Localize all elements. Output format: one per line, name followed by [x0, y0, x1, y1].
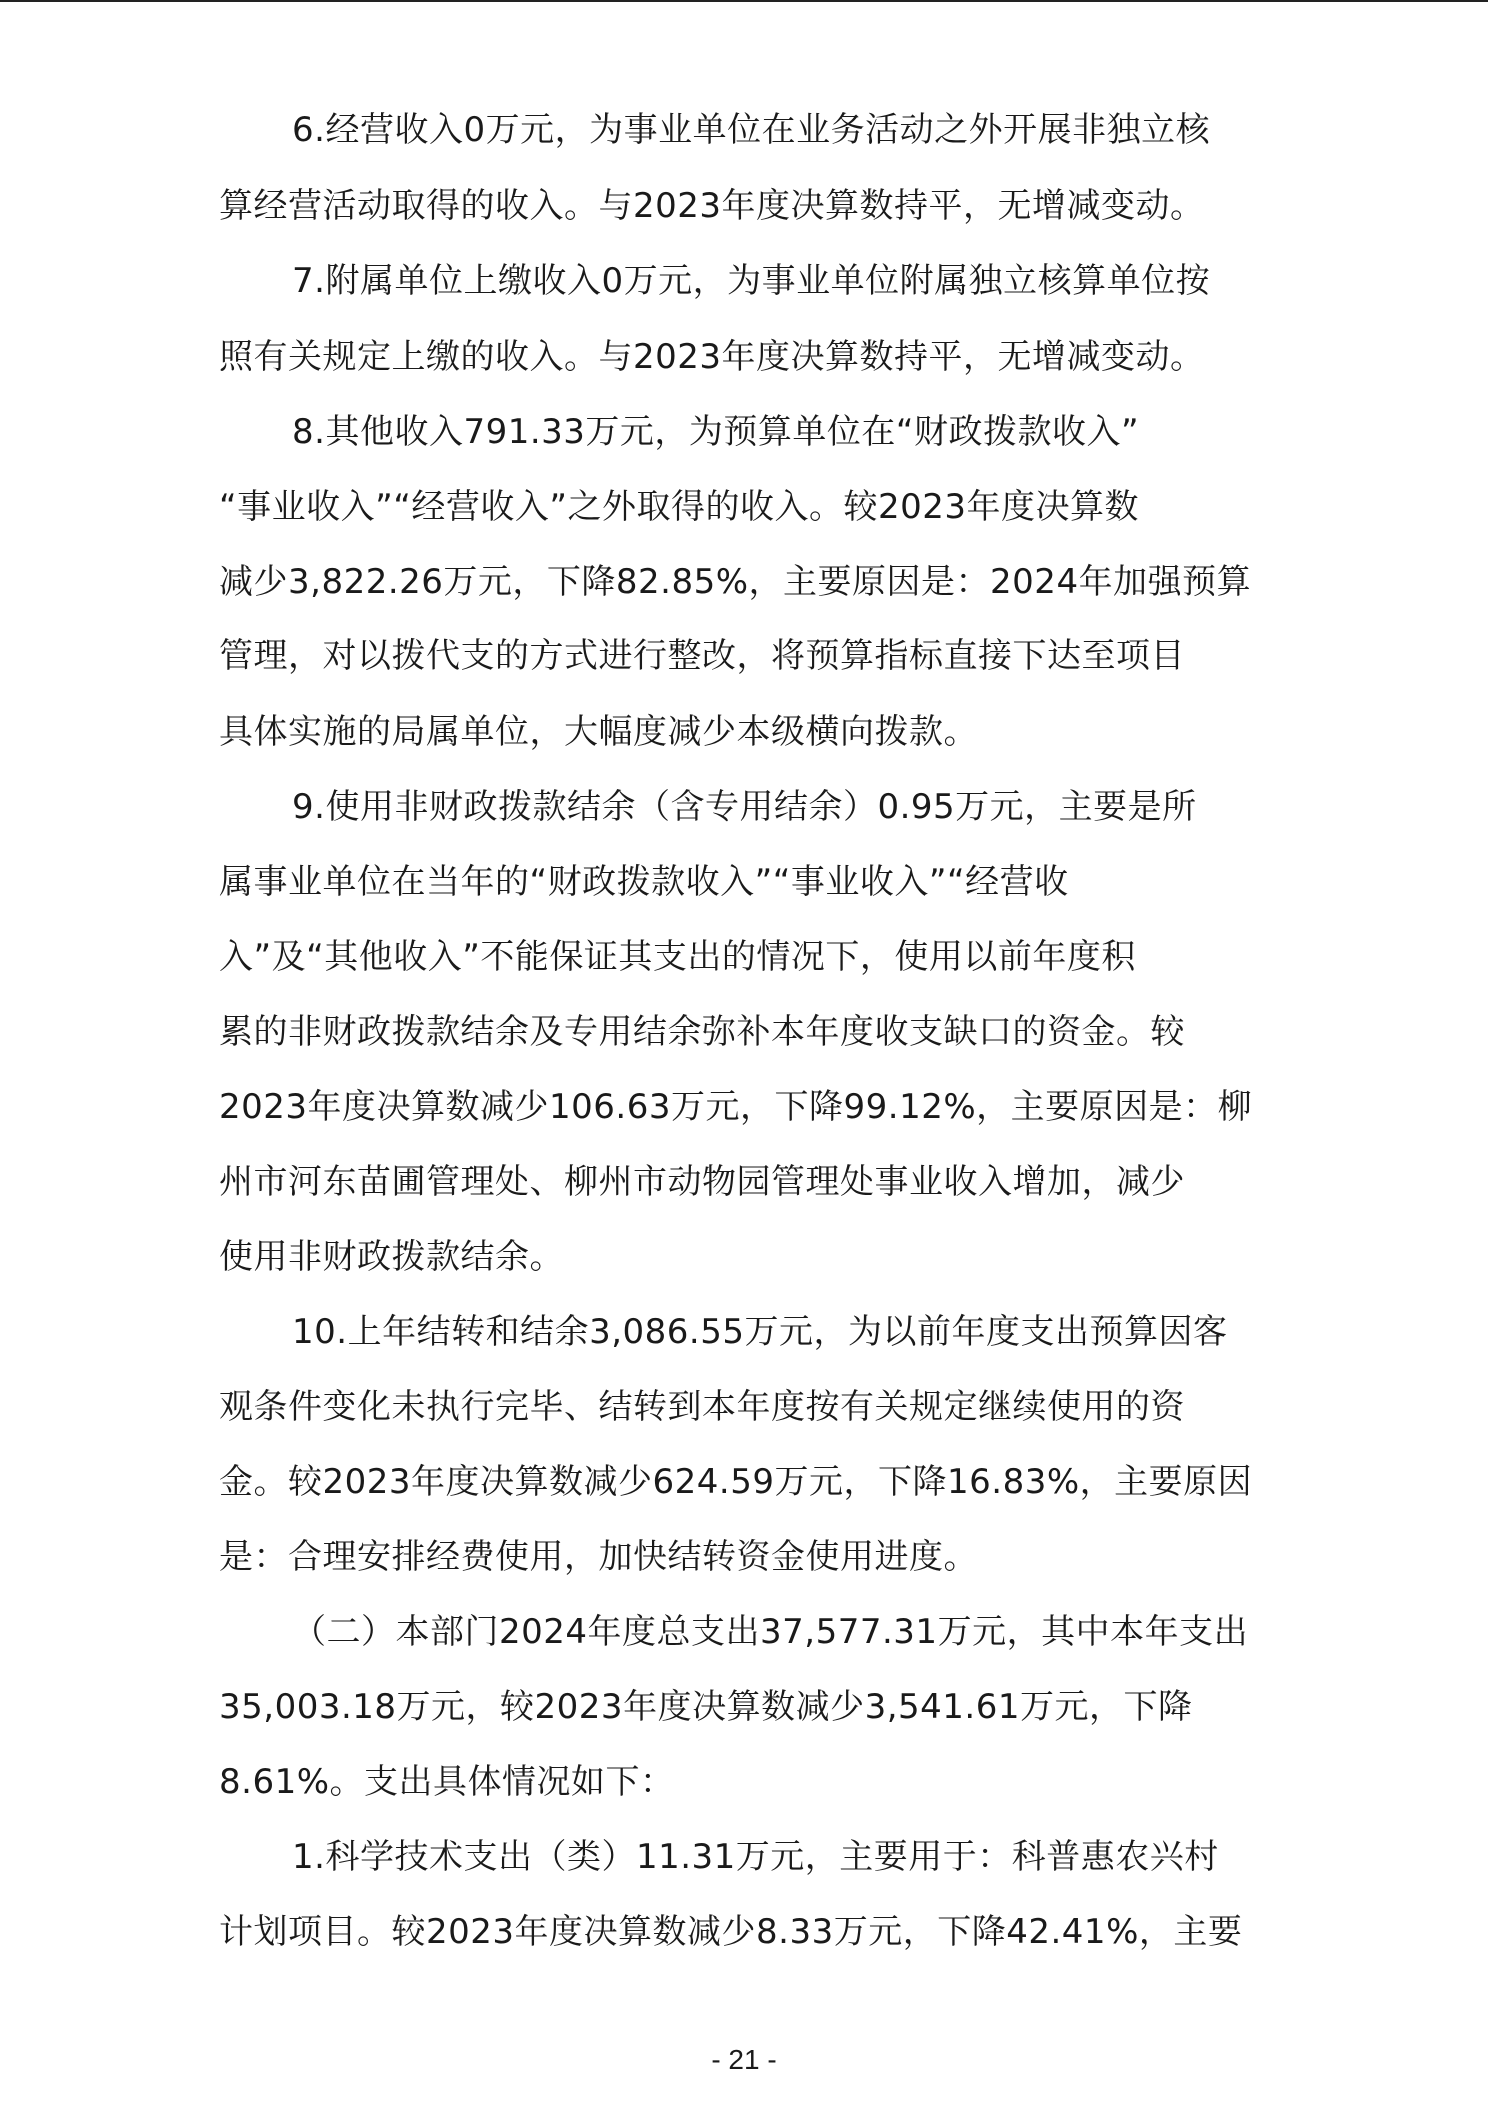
text-line: 35,003.18万元，较2023年度决算数减少3,541.61万元，下降 [219, 1687, 1193, 1727]
text-line: 具体实施的局属单位，大幅度减少本级横向拨款。 [219, 712, 978, 752]
text-line: 8.61%。支出具体情况如下： [219, 1762, 675, 1802]
text-line: 管理，对以拨代支的方式进行整改，将预算指标直接下达至项目 [219, 636, 1185, 676]
text-line: 2023年度决算数减少106.63万元，下降99.12%，主要原因是：柳 [219, 1087, 1253, 1127]
text-line: （二）本部门2024年度总支出37,577.31万元，其中本年支出 [292, 1612, 1249, 1652]
text-line: 是：合理安排经费使用，加快结转资金使用进度。 [219, 1537, 978, 1577]
text-line: “事业收入”“经营收入”之外取得的收入。较2023年度决算数 [219, 487, 1139, 527]
text-line: 使用非财政拨款结余。 [219, 1237, 564, 1277]
text-line: 6.经营收入0万元，为事业单位在业务活动之外开展非独立核 [292, 110, 1211, 150]
text-line: 属事业单位在当年的“财政拨款收入”“事业收入”“经营收 [219, 862, 1069, 902]
text-line: 入”及“其他收入”不能保证其支出的情况下，使用以前年度积 [219, 937, 1136, 977]
text-line: 9.使用非财政拨款结余（含专用结余）0.95万元，主要是所 [292, 787, 1197, 827]
text-line: 累的非财政拨款结余及专用结余弥补本年度收支缺口的资金。较 [219, 1012, 1185, 1052]
text-line: 计划项目。较2023年度决算数减少8.33万元，下降42.41%，主要 [219, 1912, 1243, 1952]
text-line: 照有关规定上缴的收入。与2023年度决算数持平，无增减变动。 [219, 337, 1205, 377]
text-line: 10.上年结转和结余3,086.55万元，为以前年度支出预算因客 [292, 1312, 1228, 1352]
page-number: - 21 - [711, 2044, 777, 2075]
text-line: 减少3,822.26万元，下降82.85%，主要原因是：2024年加强预算 [219, 562, 1252, 602]
text-line: 7.附属单位上缴收入0万元，为事业单位附属独立核算单位按 [292, 261, 1211, 301]
text-line: 观条件变化未执行完毕、结转到本年度按有关规定继续使用的资 [219, 1387, 1185, 1427]
text-line: 1.科学技术支出（类）11.31万元，主要用于：科普惠农兴村 [292, 1837, 1219, 1877]
text-line: 州市河东苗圃管理处、柳州市动物园管理处事业收入增加，减少 [219, 1162, 1185, 1202]
text-line: 算经营活动取得的收入。与2023年度决算数持平，无增减变动。 [219, 186, 1205, 226]
text-line: 金。较2023年度决算数减少624.59万元，下降16.83%，主要原因 [219, 1462, 1253, 1502]
text-line: 8.其他收入791.33万元，为预算单位在“财政拨款收入” [292, 412, 1140, 452]
